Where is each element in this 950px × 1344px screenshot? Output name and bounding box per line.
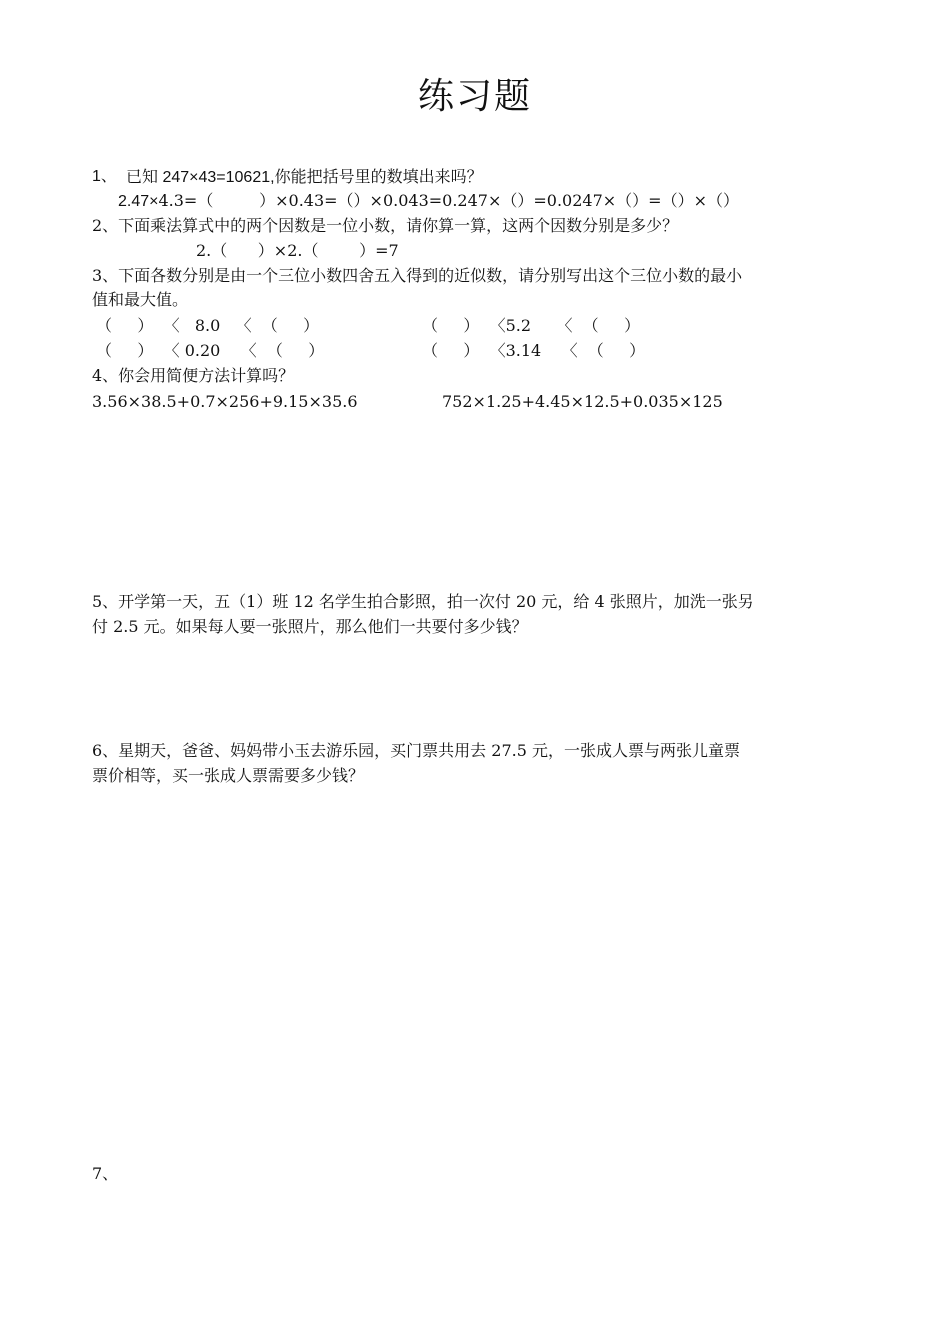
q4-expression-right: 752×1.25+4.45×12.5+0.035×125 xyxy=(442,392,723,411)
q3-text-line2: 值和最大值。 xyxy=(92,290,189,309)
q3-row2-left: （ ） 〈 0.20 〈 （ ） xyxy=(96,341,325,360)
q5-text-line1: 5、开学第一天，五（1）班 12 名学生拍合影照，拍一次付 20 元，给 4 张照片，加洗一张另 xyxy=(92,592,754,611)
q1-text xyxy=(126,165,483,190)
q4-text: 4、你会用简便方法计算吗？ xyxy=(92,366,295,385)
q1-text-question: 你能把括号里的数填出来吗？ xyxy=(274,167,483,186)
q3-row1-right: （ ） 〈5.2 〈 （ ） xyxy=(422,316,641,335)
q2-expression: 2.（ ）×2.（ ）=7 xyxy=(196,241,399,260)
q1-expression xyxy=(118,189,739,214)
q1-expression-rest: 4.3=（ ）×0.43=（）×0.043=0.247×（）=0.0247×（）=（）×（） xyxy=(158,191,739,210)
q6-text-line1: 6、星期天，爸爸、妈妈带小玉去游乐园，买门票共用去 27.5 元，一张成人票与两张儿童票 xyxy=(92,741,740,760)
q3-row2-right: （ ） 〈3.14 〈 （ ） xyxy=(422,341,646,360)
q6-text-line2: 票价相等，买一张成人票需要多少钱？ xyxy=(92,766,365,785)
q7-number: 7、 xyxy=(92,1164,119,1183)
q4-expression-left: 3.56×38.5+0.7×256+9.15×35.6 xyxy=(92,392,358,411)
q5-text-line2: 付 2.5 元。如果每人要一张照片，那么他们一共要付多少钱？ xyxy=(92,617,528,636)
q2-text: 2、下面乘法算式中的两个因数是一位小数，请你算一算，这两个因数分别是多少？ xyxy=(92,216,679,235)
q3-row1-left: （ ） 〈 8.0 〈 （ ） xyxy=(96,316,320,335)
page-title: 练习题 xyxy=(417,76,532,117)
q3-text-line1: 3、下面各数分别是由一个三位小数四舍五入得到的近似数，请分别写出这个三位小数的最小 xyxy=(92,266,743,285)
q1-text-known: 已知 247×43=10621, xyxy=(126,169,275,186)
q1-expression-start: 2.47× xyxy=(118,193,159,210)
q1-number: 1、 xyxy=(92,168,117,185)
